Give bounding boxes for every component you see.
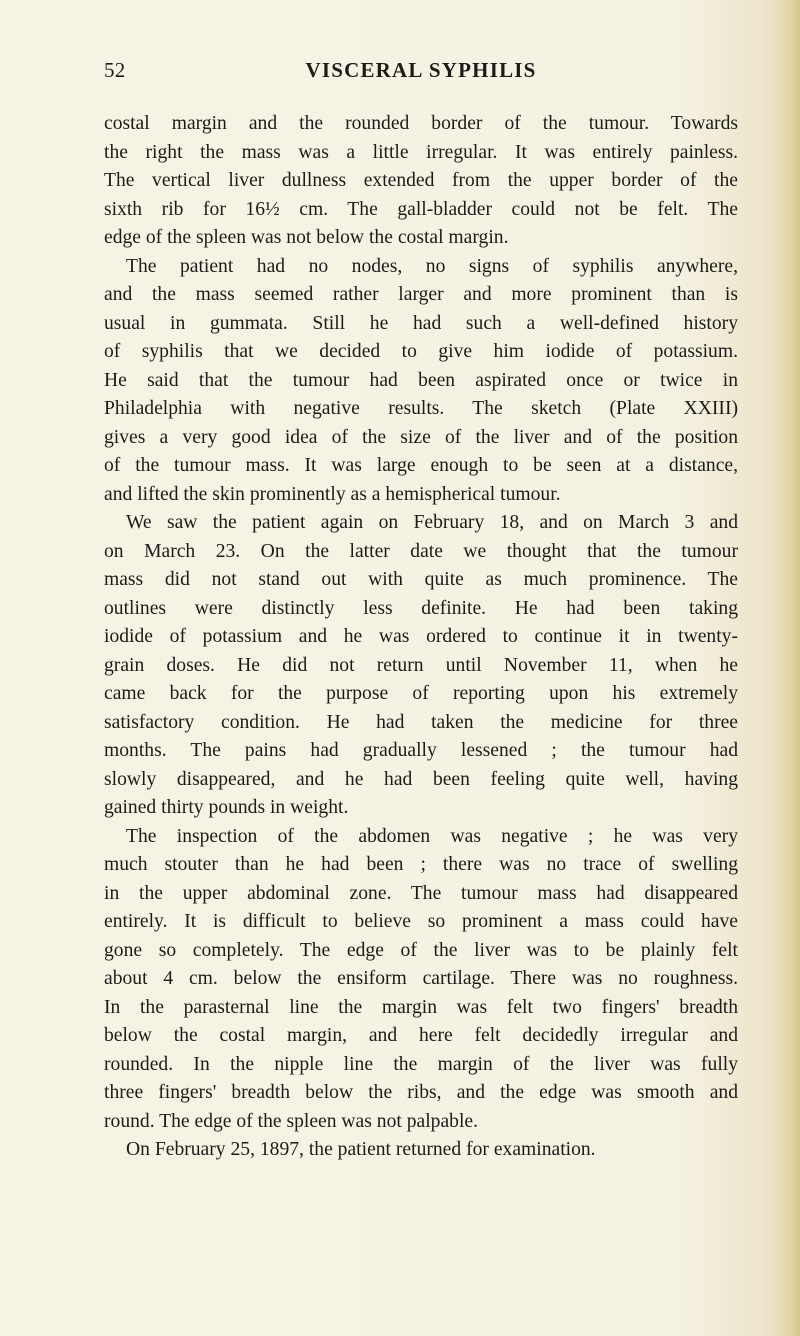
text-line: usual in gummata. Still he had such a well-defined history [104, 312, 738, 334]
text-line: slowly disappeared, and he had been feeling quite well, having [104, 768, 738, 790]
page-number: 52 [104, 58, 126, 82]
text-line: iodide of potassium and he was ordered to continue it in twenty- [104, 626, 738, 647]
text-line: gone so completely. The edge of the liver was to be plainly felt [104, 939, 738, 961]
page-header [104, 58, 738, 88]
text-line: costal margin and the rounded border of the tumour. Towards [104, 113, 738, 134]
text-line: much stouter than he had been ; there was no trace of swelling [104, 854, 738, 875]
text-line: about 4 cm. below the ensiform cartilage. There was no roughness. [104, 968, 738, 989]
text-line: outlines were distinctly less definite. He had been taking [104, 597, 738, 619]
text-line: of syphilis that we decided to give him iodide of potassium. [104, 341, 738, 362]
text-line: round. The edge of the spleen was not palpable. [104, 1110, 478, 1132]
text-line: gives a very good idea of the size of the liver and of the position [104, 426, 738, 448]
text-line: Philadelphia with negative results. The sketch (Plate XXIII) [104, 398, 738, 419]
text-line: in the upper abdominal zone. The tumour mass had disappeared [104, 882, 738, 904]
text-line: the right the mass was a little irregular. It was entirely painless. [104, 141, 738, 163]
text-line: mass did not stand out with quite as much prominence. The [104, 569, 738, 590]
text-line: of the tumour mass. It was large enough to be seen at a distance, [104, 455, 738, 476]
text-line: entirely. It is difficult to believe so prominent a mass could have [104, 911, 738, 932]
text-line: three fingers' breadth below the ribs, and the edge was smooth and [104, 1082, 738, 1103]
text-line: satisfactory condition. He had taken the medicine for three [104, 711, 738, 733]
text-line: The patient had no nodes, no signs of syphilis anywhere, [126, 255, 738, 277]
text-line: The vertical liver dullness extended from the upper border of the [104, 170, 738, 191]
running-head: VISCERAL SYPHILIS [305, 58, 537, 82]
text-line: gained thirty pounds in weight. [104, 797, 349, 818]
text-line: On February 25, 1897, the patient returned for examination. [126, 1139, 596, 1160]
text-line: grain doses. He did not return until November 11, when he [104, 654, 738, 676]
text-line: In the parasternal line the margin was felt two fingers' breadth [104, 996, 738, 1018]
text-line: rounded. In the nipple line the margin of the liver was fully [104, 1053, 738, 1075]
text-line: sixth rib for 16½ cm. The gall-bladder could not be felt. The [104, 198, 738, 220]
page-edge-shadow [774, 0, 800, 1336]
text-line: came back for the purpose of reporting upon his extremely [104, 683, 738, 704]
text-line: and lifted the skin prominently as a hemispherical tumour. [104, 483, 561, 505]
text-line: edge of the spleen was not below the costal margin. [104, 227, 509, 248]
body-text [104, 110, 738, 1165]
text-line: months. The pains had gradually lessened ; the tumour had [104, 740, 738, 761]
text-line: He said that the tumour had been aspirated once or twice in [104, 369, 738, 391]
text-line: The inspection of the abdomen was negative ; he was very [126, 825, 738, 847]
text-line: and the mass seemed rather larger and more prominent than is [104, 284, 738, 305]
text-line: on March 23. On the latter date we thought that the tumour [104, 540, 738, 562]
text-line: below the costal margin, and here felt decidedly irregular and [104, 1025, 738, 1046]
text-line: We saw the patient again on February 18, and on March 3 and [126, 512, 738, 533]
